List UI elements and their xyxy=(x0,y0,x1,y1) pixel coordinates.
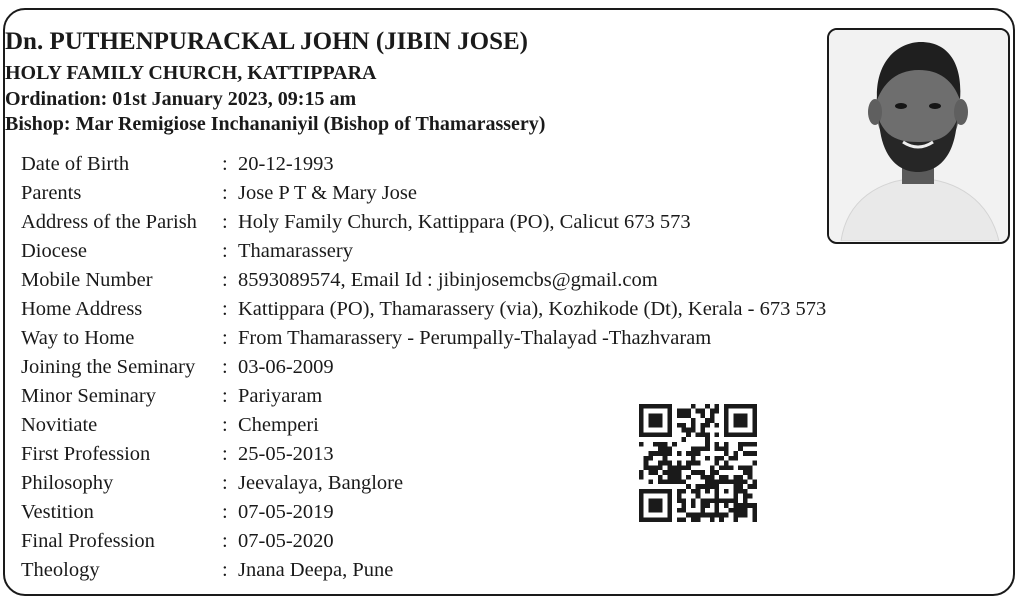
detail-label: Address of the Parish xyxy=(21,211,197,233)
profile-card xyxy=(3,8,1015,596)
deacon-name: Dn. PUTHENPURACKAL JOHN (JIBIN JOSE) xyxy=(5,28,528,55)
detail-label: Way to Home xyxy=(21,327,135,349)
church-name: HOLY FAMILY CHURCH, KATTIPPARA xyxy=(5,62,377,84)
detail-row-date-of-birth xyxy=(21,150,921,179)
detail-label: Diocese xyxy=(21,240,88,262)
detail-separator: : xyxy=(222,530,228,552)
detail-separator: : xyxy=(222,269,228,291)
detail-value: Thamarassery xyxy=(238,240,353,262)
detail-value: Holy Family Church, Kattippara (PO), Calicut 673 573 xyxy=(238,211,691,233)
detail-label: Vestition xyxy=(21,501,94,523)
detail-separator: : xyxy=(222,356,228,378)
detail-row-mobile xyxy=(21,266,921,295)
detail-value: 8593089574, Email Id : jibinjosemcbs@gmail.com xyxy=(238,269,658,291)
detail-label: First Profession xyxy=(21,443,151,465)
detail-value: 03-06-2009 xyxy=(238,356,334,378)
detail-label: Theology xyxy=(21,559,100,581)
detail-separator: : xyxy=(222,211,228,233)
detail-row-joining-seminary xyxy=(21,353,921,382)
detail-row-way-to-home xyxy=(21,324,921,353)
detail-separator: : xyxy=(222,298,228,320)
ordination-line: Ordination: 01st January 2023, 09:15 am xyxy=(5,88,357,110)
detail-row-final-profession xyxy=(21,527,921,556)
detail-value: Pariyaram xyxy=(238,385,323,407)
detail-row-first-profession xyxy=(21,440,921,469)
qr-code-icon[interactable] xyxy=(639,404,757,522)
detail-separator: : xyxy=(222,153,228,175)
detail-value: 20-12-1993 xyxy=(238,153,334,175)
detail-row-philosophy xyxy=(21,469,921,498)
detail-separator: : xyxy=(222,327,228,349)
detail-label: Novitiate xyxy=(21,414,98,436)
detail-value: 25-05-2013 xyxy=(238,443,334,465)
detail-value: Jeevalaya, Banglore xyxy=(238,472,404,494)
detail-value: 07-05-2020 xyxy=(238,530,334,552)
detail-separator: : xyxy=(222,385,228,407)
detail-value: Jnana Deepa, Pune xyxy=(238,559,394,581)
detail-row-parish-address xyxy=(21,208,921,237)
detail-separator: : xyxy=(222,414,228,436)
detail-separator: : xyxy=(222,240,228,262)
bishop-line: Bishop: Mar Remigiose Inchananiyil (Bishop of Thamarassery) xyxy=(5,113,546,135)
detail-row-novitiate xyxy=(21,411,921,440)
detail-row-theology xyxy=(21,556,921,585)
detail-value: 07-05-2019 xyxy=(238,501,334,523)
detail-label: Philosophy xyxy=(21,472,114,494)
detail-label: Joining the Seminary xyxy=(21,356,196,378)
detail-row-vestition xyxy=(21,498,921,527)
detail-label: Date of Birth xyxy=(21,153,130,175)
detail-value: Chemperi xyxy=(238,414,319,436)
detail-separator: : xyxy=(222,472,228,494)
detail-row-minor-seminary xyxy=(21,382,921,411)
detail-row-diocese xyxy=(21,237,921,266)
detail-separator: : xyxy=(222,443,228,465)
detail-row-parents xyxy=(21,179,921,208)
detail-label: Mobile Number xyxy=(21,269,153,291)
detail-separator: : xyxy=(222,559,228,581)
detail-value: Jose P T & Mary Jose xyxy=(238,182,418,204)
detail-separator: : xyxy=(222,501,228,523)
detail-separator: : xyxy=(222,182,228,204)
detail-value: Kattippara (PO), Thamarassery (via), Kozhikode (Dt), Kerala - 673 573 xyxy=(238,298,827,320)
detail-label: Final Profession xyxy=(21,530,155,552)
detail-row-home-address xyxy=(21,295,921,324)
detail-label: Home Address xyxy=(21,298,143,320)
detail-label: Minor Seminary xyxy=(21,385,156,407)
detail-value: From Thamarassery - Perumpally-Thalayad -Thazhvaram xyxy=(238,327,712,349)
detail-label: Parents xyxy=(21,182,82,204)
